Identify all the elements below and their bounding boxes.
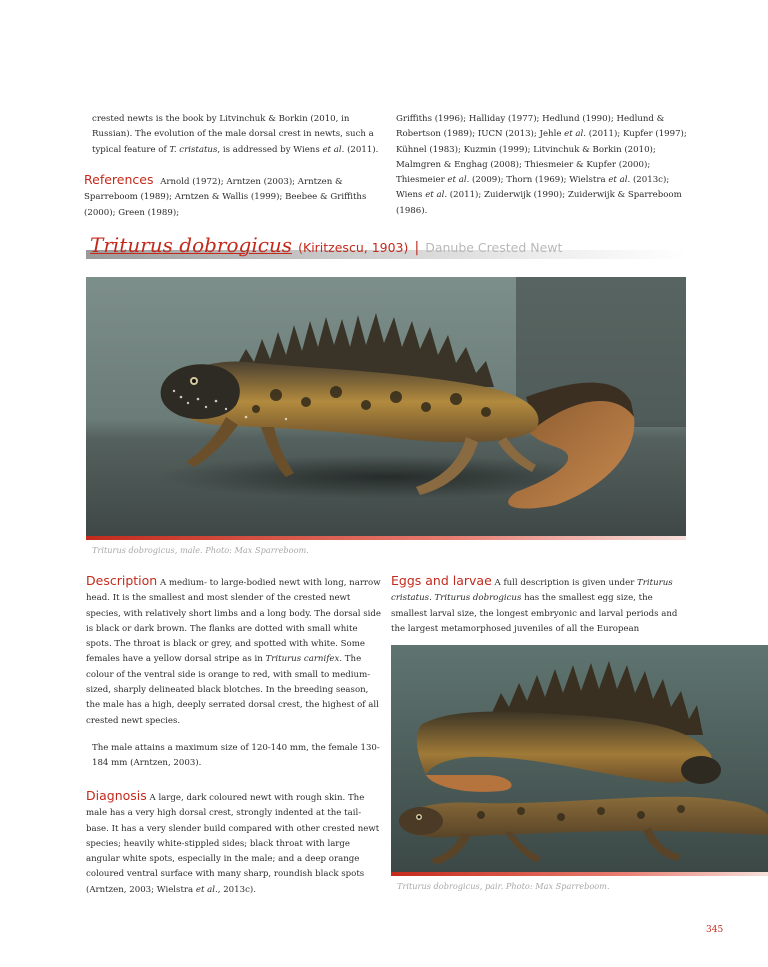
references-right: Griffiths (1996); Halliday (1977); Hedlund (1990); Hedlund & Robertson (1989); IUCN (2013); Jehle et al. (2011); Kupfer (1997); Kühnel (1983); Kuzmin (1999); Litvinchuk & Borkin (2010); Malmgren & Enghag (2008); Thiesmeier & Kupfer (2000); Thiesmeier et al. (2009); Thorn (1969); Wielstra et al. (2013c); Wiens et al. (2011); Zuiderwijk (1990); Zuiderwijk & Sparreboom (1986). [396,114,687,216]
photo-newt-pair [391,645,768,873]
species-author: (Kiritzescu, 1903) [298,240,409,255]
description-section: Description A medium- to large-bodied newt with long, narrow head. It is the smallest and most slender of the crested newt species, with relatively short limbs and a long body. The dorsal side is black or dark brown. The flanks are dotted with small white spots. The throat is black or grey, and spotted with white. Some females have a yellow dorsal stripe as in Triturus carnifex. The colour of the ventral side is orange to red, with small to medium-sized, sharply delineated black blotches. In the breeding season, the male has a high, deeply serrated dorsal crest, the highest of all crested newt species. [86,573,382,726]
eggs-heading: Eggs and larvae [391,573,492,588]
eggs-larvae-section: Eggs and larvae A full description is given under Triturus cristatus. Triturus dobrogicus has the smallest egg size, the smallest larval size, the longest embryonic and larval periods and the largest metamorphosed juveniles of all the European [391,573,678,634]
references-list-left: Arnold (1972); Arntzen (2003); Arntzen & Sparreboom (1989); Arntzen & Wallis (1999); Beebee & Griffiths (2000); Green (1989); [84,177,367,218]
photo2-caption: Triturus dobrogicus, pair. Photo: Max Sparreboom. [397,881,610,891]
references-left [84,172,384,221]
size-paragraph: The male attains a maximum size of 120-140 mm, the female 130-184 mm (Arntzen, 2003). [92,743,380,769]
species-name: Triturus dobrogicus [90,233,293,257]
newt-pair-illustration [391,645,768,873]
photo-male-newt [86,277,686,537]
species-title-bar [86,233,706,261]
references-heading: References [84,172,154,187]
description-heading: Description [86,573,158,588]
diagnosis-section: Diagnosis A large, dark coloured newt with rough skin. The male has a very high dorsal crest, strongly indented at the tail-base. It has a very slender build compared with other crested newt species; heavily white-stippled sides; black throat with large angular white spots, especially in the male; and a deep orange coloured ventral surface with many sharp, roundish black spots (Arntzen, 2003; Wielstra et al., 2013c). [86,788,380,895]
male-newt-illustration [86,277,686,537]
photo1-accent-line [86,536,686,540]
photo1-caption: Triturus dobrogicus, male. Photo: Max Sparreboom. [92,545,309,555]
continuation-paragraph: crested newts is the book by Litvinchuk & Borkin (2010, in Russian). The evolution of the male dorsal crest in newts, such a typical feature of T. cristatus, is addressed by Wiens et al. (2011). [92,114,379,155]
species-title [90,233,562,257]
page-number: 345 [706,925,724,935]
photo2-accent-line [391,872,768,876]
diagnosis-heading: Diagnosis [86,788,147,803]
title-separator: | [414,240,420,256]
common-name: Danube Crested Newt [425,240,563,255]
